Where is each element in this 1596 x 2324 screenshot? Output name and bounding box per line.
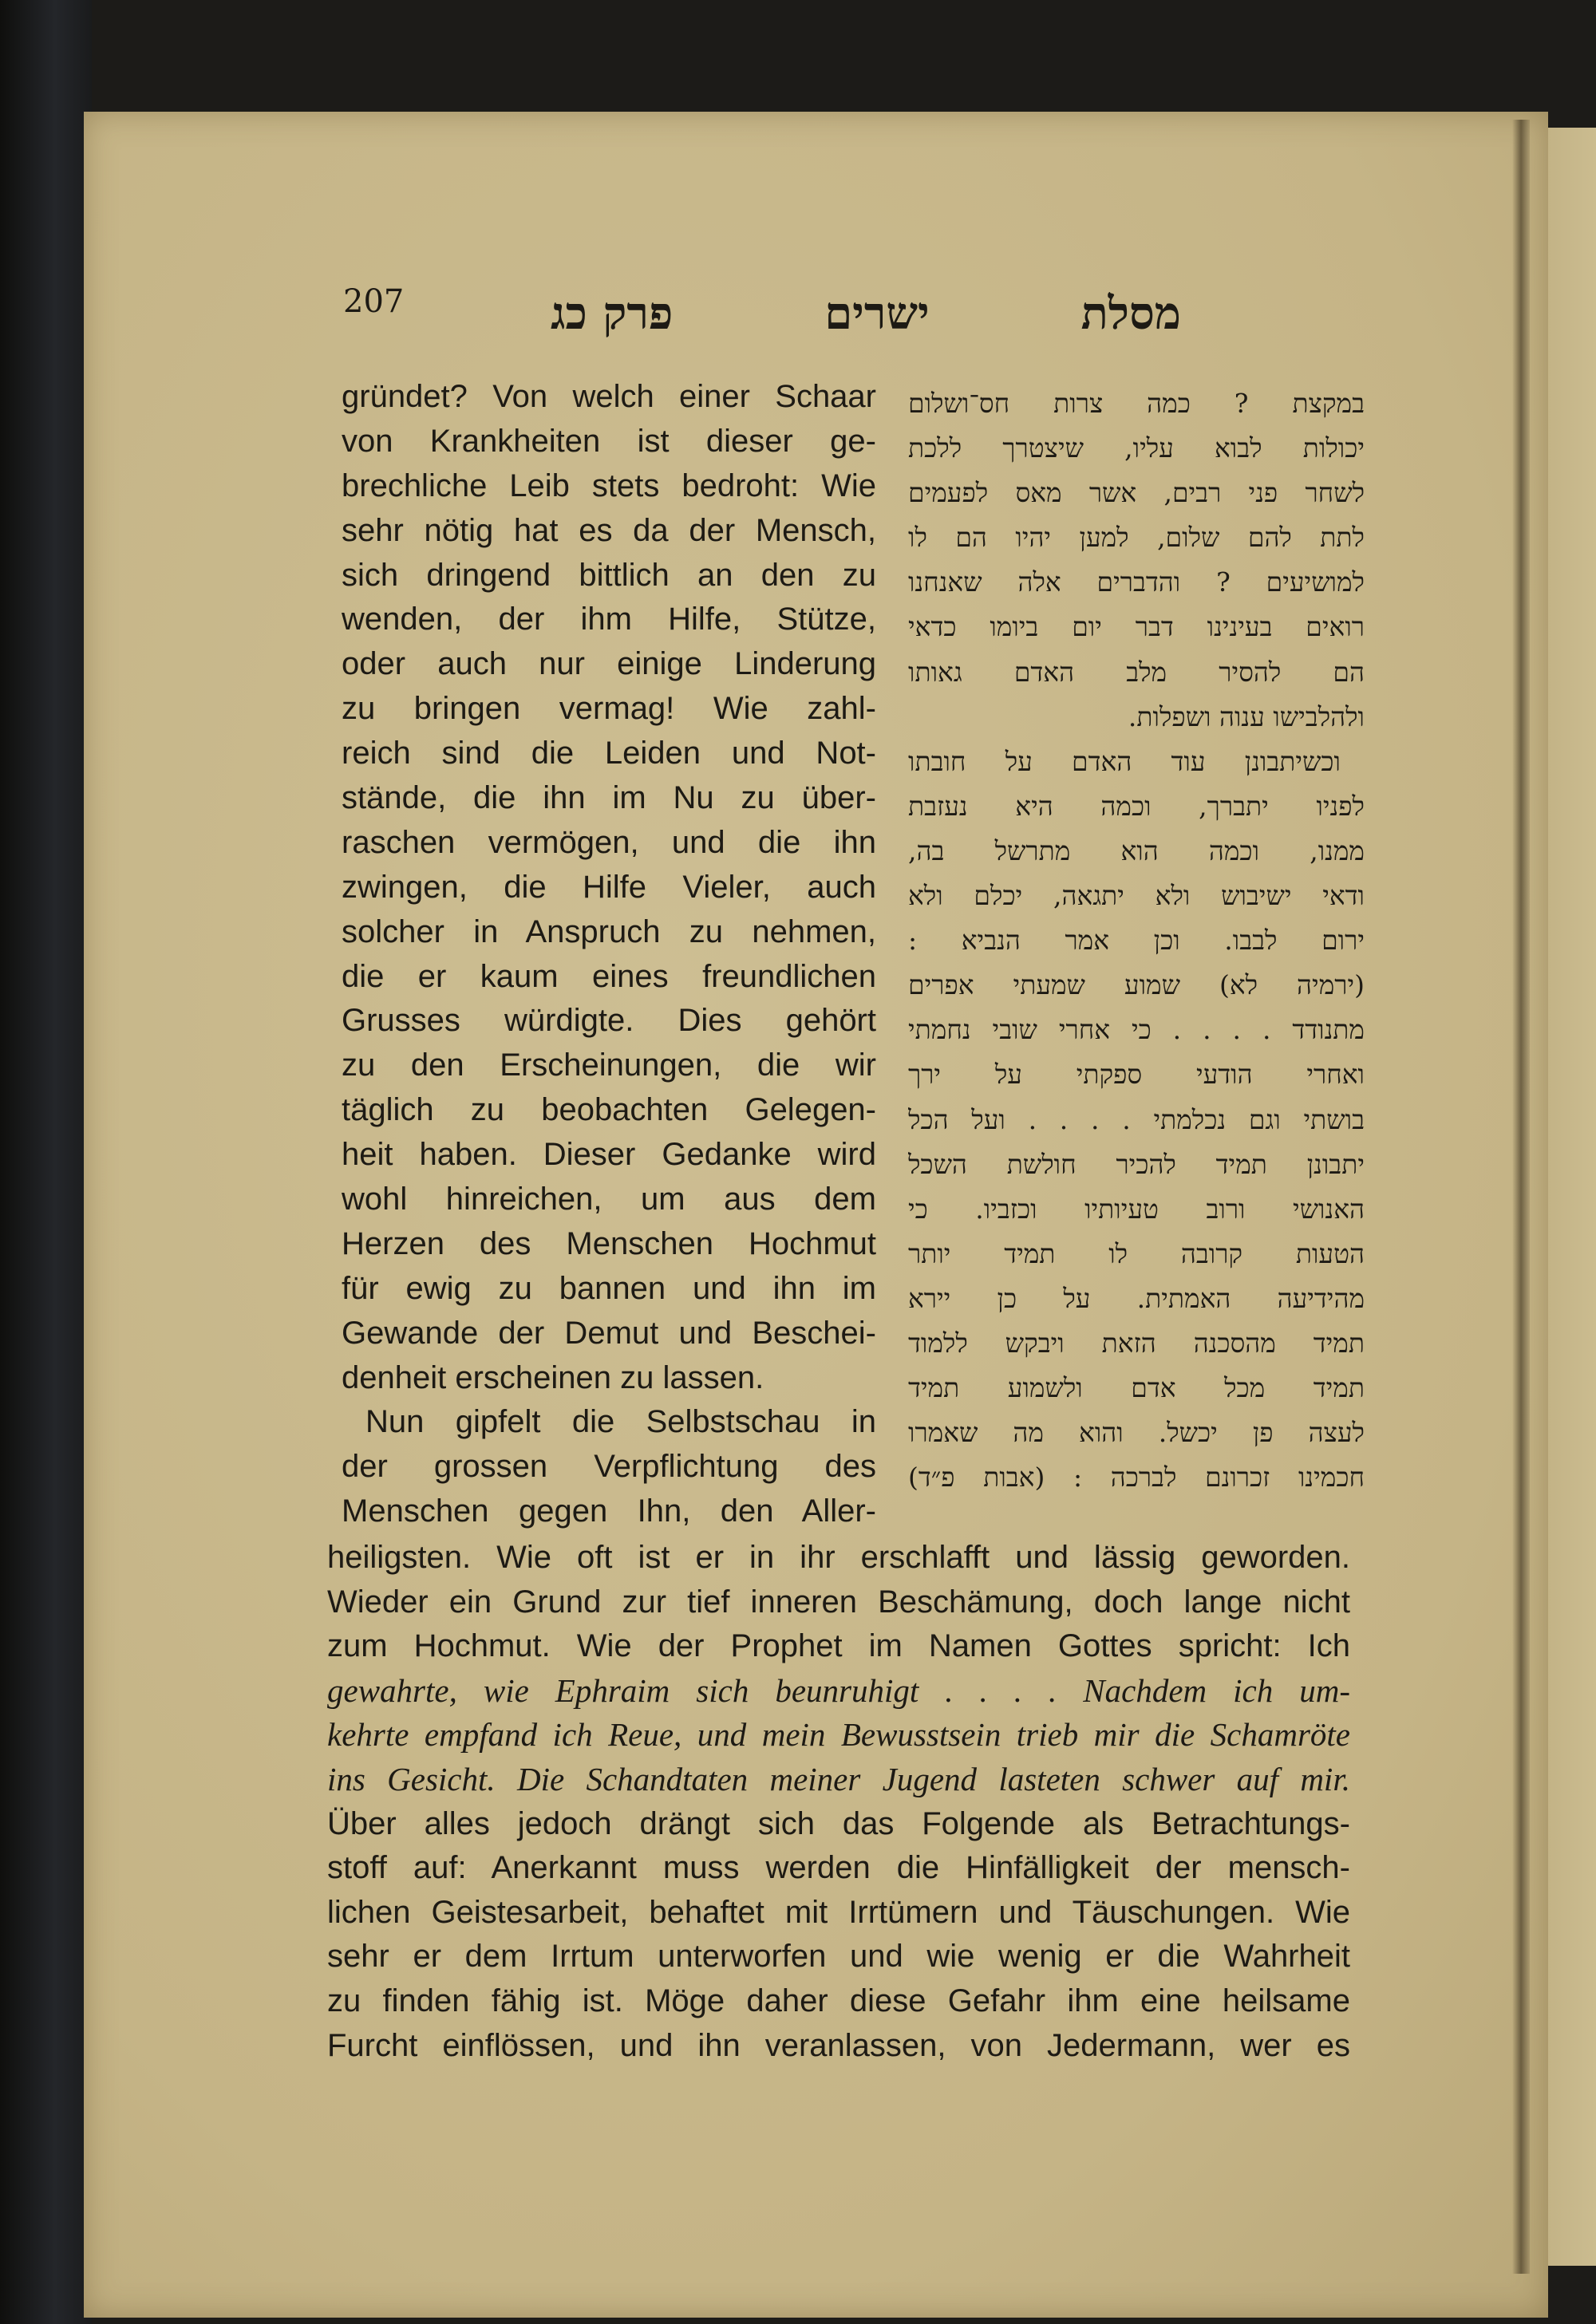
text-line: reich sind die Leiden und Not- [342,736,876,771]
text-line: במקצת ? כמה צרות חס־ושלום [908,388,1365,419]
page-gutter-shadow [1512,120,1530,2274]
text-line: רואים בעינינו דבר יום ביומו כדאי [908,611,1365,643]
text-line: solcher in Anspruch zu nehmen, [342,913,876,949]
page-number: 207 [343,283,405,320]
text-line: יתבונן תמיד להכיר חולשת השכל [908,1148,1365,1180]
text-line: ירום לבבו. וכן אמר הנביא : [908,925,1365,957]
text-line: Menschen gegen Ihn, den Aller- [342,1493,876,1529]
quote-line: ins Gesicht. Die Schandtaten meiner Jugend lasteten schwer auf mir. [327,1760,1350,1797]
text-line: בושתי וגם נכלמתי . . . . ועל הכל [908,1103,1365,1135]
text-line: zwingen, die Hilfe Vieler, auch [342,869,876,905]
text-line: יכולות לבוא עליו, שיצטרך ללכת [908,432,1365,464]
text-line: ודאי ישיבוש ולא יתגאה, יכלם ולא [908,880,1365,912]
text-line: לפניו יתברך, וכמה היא נעזבת [908,790,1365,822]
text-line: תמיד מכל אדם ולשמוע תמיד [908,1372,1365,1404]
german-text-column [342,375,876,1534]
text-line: מהידיעה האמתית. על כן יירא [908,1282,1365,1314]
hebrew-text-column [908,381,1365,1500]
text-line: stände, die ihn im Nu zu über- [342,780,876,816]
text-line: חכמינו זכרונם לברכה : (אבות פ״ד) [908,1462,1365,1493]
text-line: ולהלבישו ענוה ושפלות. [1128,700,1365,732]
text-line: denheit erscheinen zu lassen. [342,1359,764,1395]
text-line: (ירמיה לא) שמוע שמעתי אפרים [908,969,1365,1001]
text-line: stoff auf: Anerkannt muss werden die Hinfälligkeit der mensch- [327,1850,1350,1886]
text-line: oder auch nur einige Linderung [342,646,876,682]
text-line: Herzen des Menschen Hochmut [342,1225,876,1261]
text-line: האנושי ורוב טעיותיו וכזביו. כי [908,1193,1365,1225]
text-line: brechliche Leib stets bedroht: Wie [342,468,876,503]
text-line: Gewande der Demut und Beschei- [342,1315,876,1351]
running-head-word: פרק כג [551,287,674,340]
text-line: zu finden fähig ist. Möge daher diese Gefahr ihm eine heilsame [327,1983,1350,2018]
german-full-width-text [327,1536,1350,2068]
text-line: וכשיתבונן עוד האדם על חובתו [908,745,1341,777]
text-line: zu bringen vermag! Wie zahl- [342,691,876,727]
text-line: הם להסיר מלב האדם גאותו [908,656,1365,688]
text-line: wohl hinreichen, um aus dem [342,1182,876,1217]
text-line: sehr nötig hat es da der Mensch, [342,512,876,548]
text-line: הטעות קרובה לו תמיד יותר [908,1237,1365,1269]
text-line: heit haben. Dieser Gedanke wird [342,1137,876,1173]
text-line: lichen Geistesarbeit, behaftet mit Irrtümern und Täuschungen. Wie [327,1894,1350,1930]
text-line: zum Hochmut. Wie der Prophet im Namen Gottes spricht: Ich [327,1628,1350,1664]
text-line: heiligsten. Wie oft ist er in ihr erschlafft und lässig geworden. [327,1540,1350,1575]
text-line: die er kaum eines freundlichen [342,958,876,994]
text-line: Furcht einflössen, und ihn veranlassen, von Jedermann, wer es [327,2027,1350,2063]
quote-line: kehrte empfand ich Reue, und mein Bewusstsein trieb mir die Schamröte [327,1716,1350,1754]
text-line: sich dringend bittlich an den zu [342,557,876,593]
text-line: Über alles jedoch drängt sich das Folgende als Betrachtungs- [327,1805,1350,1841]
text-line: täglich zu beobachten Gelegen- [342,1092,876,1128]
text-line: ואחרי הודעי ספקתי על ירך [908,1059,1365,1091]
quote-line: gewahrte, wie Ephraim sich beunruhigt . . . . Nachdem ich um- [327,1671,1350,1709]
text-line: ממנו, וכמה הוא מתרשל בה, [908,835,1365,866]
text-line: raschen vermögen, und die ihn [342,824,876,860]
text-line: gründet? Von welch einer Schaar [342,379,876,414]
text-line: לשחר פני רבים, אשר מאס לפעמים [908,477,1365,509]
text-line: wenden, der ihm Hilfe, Stütze, [342,602,876,637]
text-line: תמיד מהסכנה הזאת ויבקש ללמוד [908,1327,1365,1359]
running-head [551,286,1181,341]
text-line: von Krankheiten ist dieser ge- [342,423,876,459]
text-line: der grossen Verpflichtung des [342,1449,876,1485]
running-head-word: ישרים [824,287,930,340]
text-line: Nun gipfelt die Selbstschau in [365,1404,876,1440]
text-line: לתת להם שלום, למען יהיו הם לו [908,522,1365,554]
text-line: sehr er dem Irrtum unterworfen und wie wenig er die Wahrheit [327,1939,1350,1975]
text-line: für ewig zu bannen und ihn im [342,1270,876,1306]
text-line: Wieder ein Grund zur tief inneren Beschämung, doch lange nicht [327,1584,1350,1620]
book-cover-edge [0,0,92,2324]
text-line: מתנודד . . . . כי אחרי שובי נחמתי [908,1014,1365,1046]
running-head-word: מסלת [1080,287,1181,340]
text-line: zu den Erscheinungen, die wir [342,1048,876,1083]
text-line: לעצה פן יכשל. והוא מה שאמרו [908,1417,1365,1449]
text-line: למושיעים ? והדברים אלה שאנחנו [908,566,1365,598]
text-line: Grusses würdigte. Dies gehört [342,1003,876,1039]
